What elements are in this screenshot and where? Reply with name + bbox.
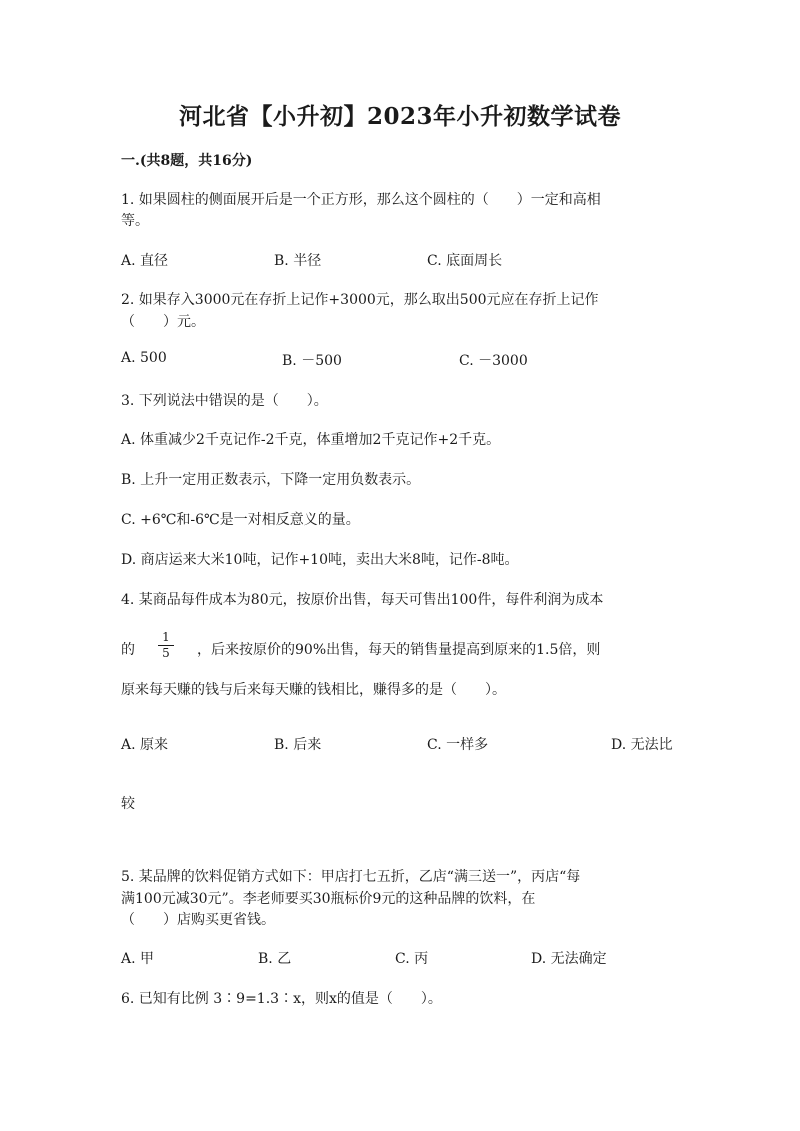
q2-line2: （ ）元。 xyxy=(121,314,205,330)
q1-line1: 1. 如果圆柱的侧面展开后是一个正方形，那么这个圆柱的（ ）一定和高相 xyxy=(121,192,601,208)
q5-line3: （ ）店购买更省钱。 xyxy=(121,912,275,928)
q4-line1: 4. 某商品每件成本为80元，按原价出售，每天可售出100件，每件利润为成本 xyxy=(121,592,604,608)
q4-option-b: B. 后来 xyxy=(274,737,322,753)
q3-option-b: B. 上升一定用正数表示，下降一定用负数表示。 xyxy=(121,472,421,488)
q3-option-c: C. +6℃和-6℃是一对相反意义的量。 xyxy=(121,512,360,528)
q4-fraction xyxy=(158,630,174,661)
q3-option-a: A. 体重减少2千克记作-2千克，体重增加2千克记作+2千克。 xyxy=(121,432,501,448)
q4-line2-prefix: 的 xyxy=(121,642,135,658)
section-heading: 一.(共8题，共16分) xyxy=(121,153,253,169)
q5-line2: 满100元减30元”。李老师要买30瓶标价9元的这种品牌的饮料，在 xyxy=(121,891,536,907)
q1-option-b: B. 半径 xyxy=(274,253,322,269)
q4-option-a: A. 原来 xyxy=(121,737,169,753)
q2-option-c: C. －3000 xyxy=(459,353,528,369)
q4-option-d-tail: 较 xyxy=(121,796,135,812)
q3-stem: 3. 下列说法中错误的是（ ）。 xyxy=(121,393,328,409)
q5-option-a: A. 甲 xyxy=(121,951,155,967)
q2-option-a: A. 500 xyxy=(121,350,167,366)
q1-line2: 等。 xyxy=(121,213,149,229)
fraction-denominator: 5 xyxy=(162,646,170,660)
fraction-numerator: 1 xyxy=(162,630,170,644)
q3-option-d: D. 商店运来大米10吨，记作+10吨，卖出大米8吨，记作-8吨。 xyxy=(121,552,519,568)
q2-option-b: B. －500 xyxy=(282,353,342,369)
q5-option-b: B. 乙 xyxy=(258,951,292,967)
q4-option-d: D. 无法比 xyxy=(611,737,673,753)
q6-stem: 6. 已知有比例 3∶9=1.3∶x，则x的值是（ ）。 xyxy=(121,991,442,1007)
q1-option-a: A. 直径 xyxy=(121,253,169,269)
page-title: 河北省【小升初】2023年小升初数学试卷 xyxy=(178,103,621,130)
q5-line1: 5. 某品牌的饮料促销方式如下：甲店打七五折，乙店“满三送一”，丙店“每 xyxy=(121,869,581,885)
q4-option-c: C. 一样多 xyxy=(427,737,489,753)
q1-option-c: C. 底面周长 xyxy=(427,253,503,269)
q5-option-d: D. 无法确定 xyxy=(531,951,607,967)
q4-line3: 原来每天赚的钱与后来每天赚的钱相比，赚得多的是（ ）。 xyxy=(121,682,506,698)
q5-option-c: C. 丙 xyxy=(395,951,429,967)
q2-line1: 2. 如果存入3000元在存折上记作+3000元，那么取出500元应在存折上记作 xyxy=(121,292,599,308)
q4-line2-suffix: ，后来按原价的90%出售，每天的销售量提高到原来的1.5倍，则 xyxy=(197,642,601,658)
